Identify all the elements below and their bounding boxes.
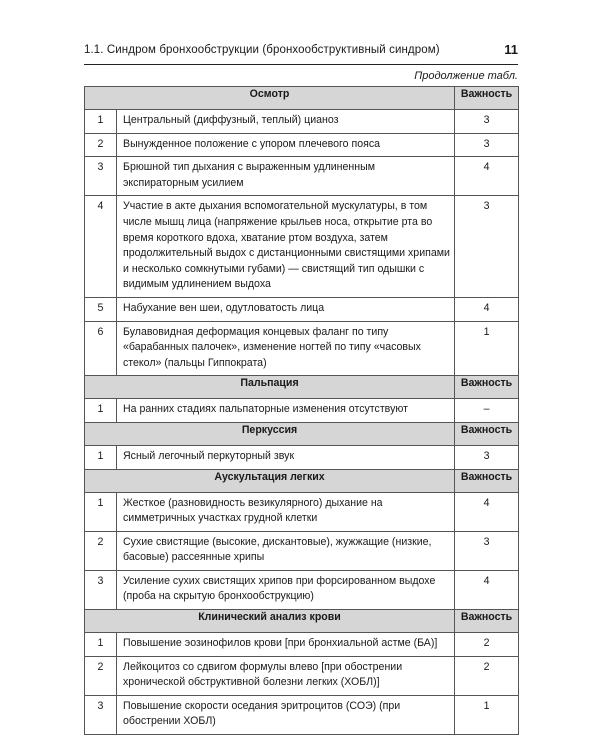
row-number: 3 — [85, 695, 117, 734]
page-number: 11 — [504, 42, 518, 57]
section-title: Клинический анализ крови — [85, 610, 455, 633]
row-importance: 3 — [455, 196, 519, 298]
row-description: Вынужденное положение с упором плечевого пояса — [117, 133, 455, 157]
row-number: 1 — [85, 445, 117, 469]
section-header-row — [85, 469, 519, 492]
row-description: Жесткое (разновидность везикулярного) дыхание на симметричных участках грудной клетки — [117, 492, 455, 531]
row-importance: 3 — [455, 133, 519, 157]
row-description: Повышение эозинофилов крови [при бронхиальной астме (БА)] — [117, 633, 455, 657]
table-row — [85, 321, 519, 376]
row-description: Булавовидная деформация концевых фаланг по типу «барабанных палочек», изменение ногтей по типу «часовых стекол» (пальцы Гиппократа) — [117, 321, 455, 376]
row-number: 1 — [85, 399, 117, 423]
row-description: Ясный легочный перкуторный звук — [117, 445, 455, 469]
table-row — [85, 570, 519, 609]
row-importance: 4 — [455, 570, 519, 609]
row-importance: – — [455, 399, 519, 423]
row-importance: 4 — [455, 297, 519, 321]
row-number: 2 — [85, 133, 117, 157]
row-description: Лейкоцитоз со сдвигом формулы влево [при обострении хронической обструктивной болезни легких (ХОБЛ)] — [117, 656, 455, 695]
row-description: Участие в акте дыхания вспомогательной мускулатуры, в том числе мышц лица (напряжение крыльев носа, открытие рта во время короткого вдоха, хватание ртом воздуха, затем продолжительный выдох с дистанционными свистящими хрипами и несколько сомкнутыми губами) — свистящий тип одышки с видимым удлинением выдоха — [117, 196, 455, 298]
row-description: Усиление сухих свистящих хрипов при форсированном выдохе (проба на скрытую бронхообструкцию) — [117, 570, 455, 609]
running-title: 1.1. Синдром бронхообструкции (бронхообструктивный синдром) — [84, 44, 440, 56]
row-importance: 3 — [455, 445, 519, 469]
row-importance: 1 — [455, 321, 519, 376]
page-header — [84, 40, 518, 62]
row-number: 3 — [85, 157, 117, 196]
row-number: 1 — [85, 633, 117, 657]
row-number: 6 — [85, 321, 117, 376]
table-row — [85, 695, 519, 734]
row-importance: 3 — [455, 531, 519, 570]
table-row — [85, 445, 519, 469]
row-importance: 2 — [455, 633, 519, 657]
table-row — [85, 157, 519, 196]
row-description: Повышение скорости оседания эритроцитов (СОЭ) (при обострении ХОБЛ) — [117, 695, 455, 734]
section-title: Перкуссия — [85, 422, 455, 445]
row-number: 1 — [85, 110, 117, 134]
row-number: 1 — [85, 492, 117, 531]
header-divider — [84, 64, 518, 65]
findings-table — [84, 86, 519, 735]
row-description: Брюшной тип дыхания с выраженным удлиненным экспираторным усилием — [117, 157, 455, 196]
importance-column-header: Важность — [455, 376, 519, 399]
row-importance: 4 — [455, 157, 519, 196]
section-title: Аускультация легких — [85, 469, 455, 492]
table-row — [85, 531, 519, 570]
row-number: 2 — [85, 656, 117, 695]
section-title: Пальпация — [85, 376, 455, 399]
row-importance: 2 — [455, 656, 519, 695]
section-header-row — [85, 87, 519, 110]
importance-column-header: Важность — [455, 469, 519, 492]
importance-column-header: Важность — [455, 610, 519, 633]
table-row — [85, 133, 519, 157]
table-row — [85, 633, 519, 657]
row-importance: 1 — [455, 695, 519, 734]
table-row — [85, 399, 519, 423]
table-row — [85, 297, 519, 321]
section-header-row — [85, 376, 519, 399]
table-row — [85, 492, 519, 531]
row-number: 2 — [85, 531, 117, 570]
section-title: Осмотр — [85, 87, 455, 110]
row-importance: 4 — [455, 492, 519, 531]
row-number: 5 — [85, 297, 117, 321]
row-number: 3 — [85, 570, 117, 609]
table-row — [85, 196, 519, 298]
row-description: Набухание вен шеи, одутловатость лица — [117, 297, 455, 321]
table-row — [85, 110, 519, 134]
table-continued-note: Продолжение табл. — [414, 70, 518, 82]
table-row — [85, 656, 519, 695]
row-description: На ранних стадиях пальпаторные изменения отсутствуют — [117, 399, 455, 423]
row-description: Центральный (диффузный, теплый) цианоз — [117, 110, 455, 134]
importance-column-header: Важность — [455, 422, 519, 445]
row-number: 4 — [85, 196, 117, 298]
section-header-row — [85, 422, 519, 445]
row-importance: 3 — [455, 110, 519, 134]
section-header-row — [85, 610, 519, 633]
row-description: Сухие свистящие (высокие, дискантовые), жужжащие (низкие, басовые) рассеянные хрипы — [117, 531, 455, 570]
importance-column-header: Важность — [455, 87, 519, 110]
